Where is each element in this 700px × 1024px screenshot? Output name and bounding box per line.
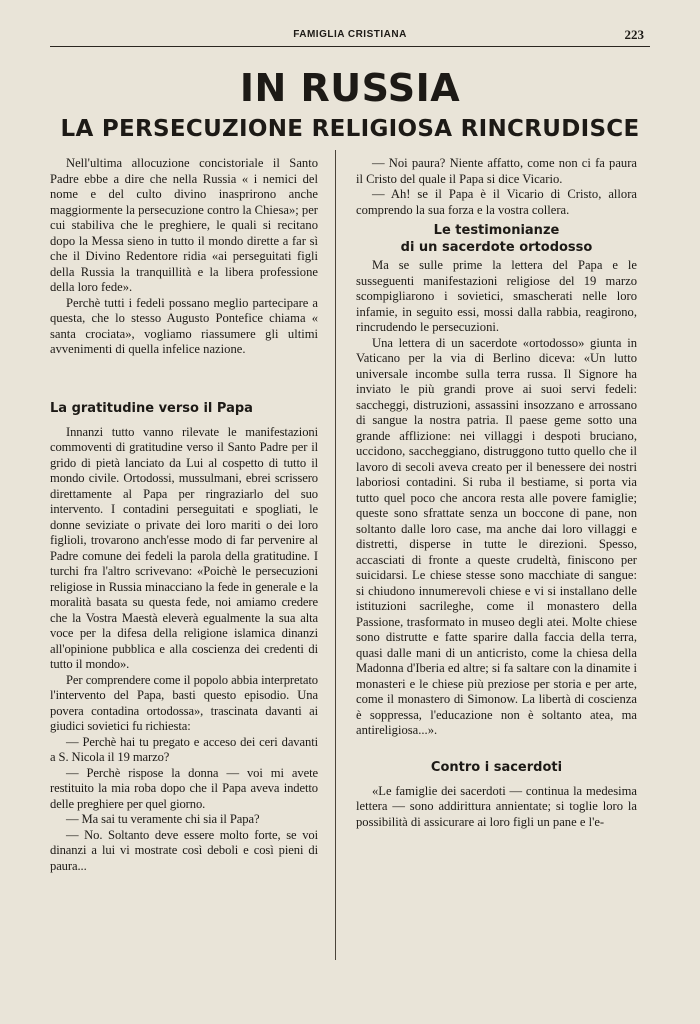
right-column	[356, 156, 637, 830]
dialogue-line: — Ah! se il Papa è il Vicario di Cristo, allora comprendo la sua forza e la vostra collera.	[356, 187, 637, 217]
article-subtitle: LA PERSECUZIONE RELIGIOSA RINCRUDISCE	[60, 116, 640, 142]
heading-line: di un sacerdote ortodosso	[400, 240, 593, 255]
section-heading-gratitudine: La gratitudine verso il Papa	[50, 400, 253, 416]
section-heading-testimonianze	[356, 222, 637, 256]
section-heading-contro: Contro i sacerdoti	[430, 759, 563, 775]
dialogue-line: — No. Soltanto deve essere molto forte, se voi dinanzi a lui vi mostrate così deboli e così pieni di paura...	[50, 827, 318, 873]
dialogue-line: — Noi paura? Niente affatto, come non ci fa paura il Cristo del quale il Papa si dice Vicario.	[356, 156, 637, 186]
magazine-name: FAMIGLIA CRISTIANA	[293, 29, 407, 40]
paragraph: «Le famiglie dei sacerdoti — continua la medesima lettera — sono addirittura annientate; si toglie loro la possibilità di assicurare ai loro figli un pane e l'e-	[356, 783, 637, 829]
paragraph: Nell'ultima allocuzione concistoriale il Santo Padre ebbe a dire che nella Russia « i nemici del nome e del culto divino inasprirono anche maggiormente la persecuzione contro la Chiesa»; per cui stabiliva che le preghiere, le quali si recitano dopo la Messa sieno in tutto il mondo dirette a far sì che il Divino Redentore ridia «ai perseguitati figli della Russia la tranquillità e la libera professione della loro fede».	[50, 156, 318, 294]
page-number: 223	[624, 27, 644, 42]
dialogue-line: — Ma sai tu veramente chi sia il Papa?	[66, 812, 260, 826]
paragraph: Innanzi tutto vanno rilevate le manifestazioni commoventi di gratitudine verso il Santo Padre per il grido di pietà lanciato da Lui al cospetto di tutto il mondo civile. Ortodossi, mussulmani, ebrei scrissero direttamente al Papa per ringraziarlo del suo intervento. I contadini perseguitati e spogliati, le donne seviziate o private dei loro mariti o dei loro figlioli, trovarono anch'esse modo di far pervenire al Padre comune dei fedeli la parola della gratitudine. I turchi fra l'altro scrivevano: «Poichè le persecuzioni religiose in Russia minacciano la fede in generale e la moralità basata su questa fede, noi amiamo credere che la Vostra Maestà eleverà egualmente la sua alta voce per la difesa della religione islamica dinanzi all'opinione pubblica e alla coscienza dei credenti di tutto il mondo».	[50, 424, 318, 671]
article-title: IN RUSSIA	[239, 66, 461, 110]
paragraph: Ma se sulle prime la lettera del Papa e le susseguenti manifestazioni religiose del 19 marzo scompigliarono i sovietici, smascherati nelle loro infamie, in seguito essi, mossi dalla rabbia, reagirono, rincrudendo le persecuzioni.	[356, 258, 637, 334]
left-column	[50, 156, 318, 874]
paragraph: Una lettera di un sacerdote «ortodosso» giunta in Vaticano per la via di Berlino diceva: «Un lutto universale incombe sulla terra russa. Il Signore ha inviato le più grandi prove ai suoi servi fedeli: saccheggi, distruzioni, assassini insozzano e arrossano di sangue la nostra patria. Il paese geme sotto una grande afflizione: nei villaggi i despoti bruciano, uccidono, saccheggiano, distruggono tutto quello che il lavoro di secoli aveva creato per il benessere dei nostri laboriosi contadini. Si ruba il bestiame, si porta via tutto quel poco che ancora resta alle povere famiglie; queste sono sfrattate senza un boccone di pane, non soltanto dalle loro case, ma anche dai loro villaggi e distretti, disperse in tutte le direzioni. Spesso, accasciati di fronte a queste crudeltà, finiscono per suicidarsi. Le chiese stesse sono macchiate di sangue: si chiudono innumerevoli chiese e vi si installano delle istituzioni sacrileghe, come il monastero della Passione, trasformato in museo degli atei. Molte chiese sono distrutte e fatte sparire dalla faccia della terra, quasi dalle mani di un anticristo, come la chiesa della Madonna d'Iberia ed altre; si fa saltare con la dinamite i monasteri e le chiese più preziose per storia e per arte, come il monastero di Simonow. La libertà di coscienza è soppressa, l'educazione non è soltanto atea, ma antireligiosa...».	[356, 335, 637, 737]
paragraph: Per comprendere come il popolo abbia interpretato l'intervento del Papa, basti questo episodio. Una povera contadina ortodossa», trascinata davanti ai giudici sovietici fu richiesta:	[50, 672, 318, 733]
dialogue-line: — Perchè hai tu pregato e acceso dei ceri davanti a S. Nicola il 19 marzo?	[50, 734, 318, 764]
dialogue-line: — Perchè rispose la donna — voi mi avete restituito la mia roba dopo che il Papa aveva indetto delle preghiere per quel giorno.	[50, 765, 318, 811]
heading-line: Le testimonianze	[433, 223, 560, 238]
paragraph: Perchè tutti i fedeli possano meglio partecipare a questa, che lo stesso Augusto Pontefice chiama « santa crociata», vogliamo riassumere gli ultimi avvenimenti di quella infelice nazione.	[50, 295, 318, 356]
column-divider	[335, 150, 336, 960]
running-head	[50, 28, 650, 47]
